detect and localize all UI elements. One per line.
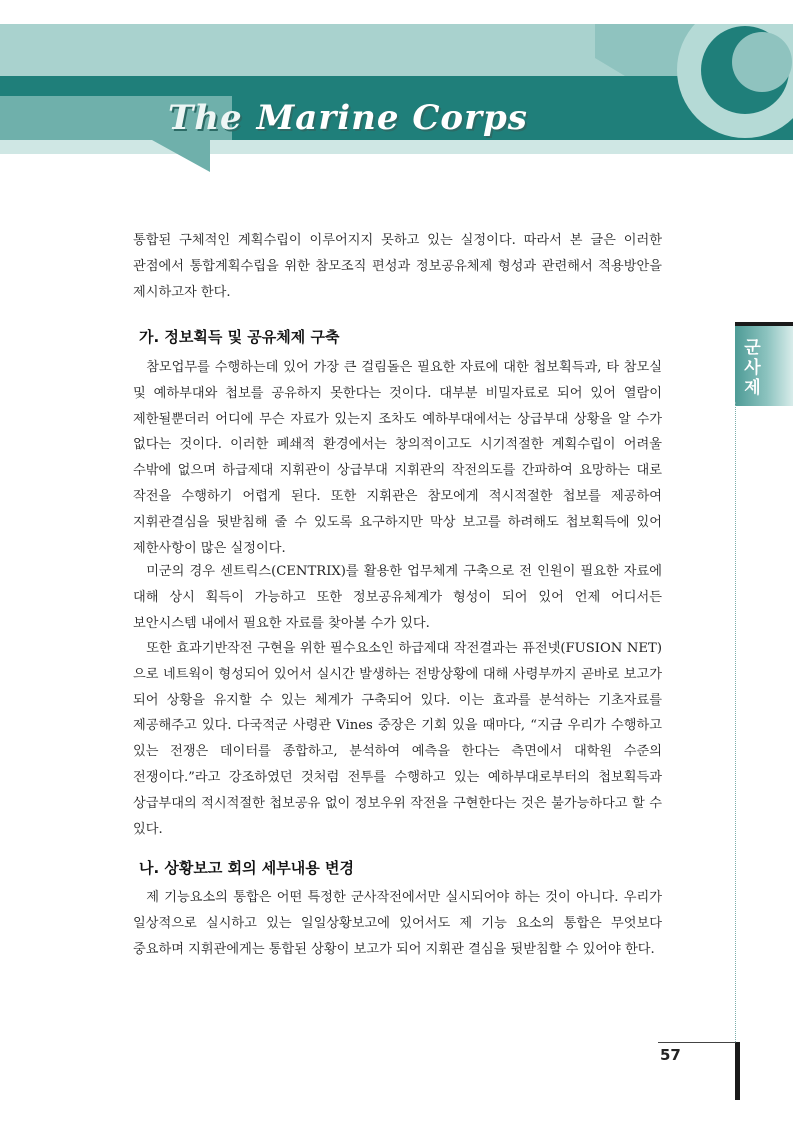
- header-title-the: The: [168, 98, 243, 138]
- paragraph-fusion-net: 또한 효과기반작전 구현을 위한 필수요소인 하급제대 작전결과는 퓨전넷(FUSION NET)으로 네트웍이 형성되어 있어서 실시간 발생하는 전방상황에 대해 사령부까지 곧바로 보고가 되어 상황을 유지할 수 있는 체계가 구축되어 있다. 이는 효과를 분석하는 기초자료를 제공해주고 있다. 다국적군 사령관 Vines 중장은 기회 있을 때마다, “지금 우리가 수행하고 있는 전쟁은 데이터를 종합하고, 분석하여 예측을 한다는 측면에서 대학원 수준의 전쟁이다.”라고 강조하였던 것처럼 전투를 수행하고 있는 예하부대로부터의 첩보획득과 상급부대의 적시적절한 첩보공유 없이 정보우위 작전을 구현한다는 것은 불가능하다고 할 수 있다.: [133, 641, 662, 837]
- side-dotted-rule: [735, 402, 736, 1042]
- paragraph-centrix: 미군의 경우 센트릭스(CENTRIX)를 활용한 업무체계 구축으로 전 인원이 필요한 자료에 대해 상시 획득이 가능하고 또한 정보공유체계가 형성이 되어 있어 언제 어디서든 보안시스템 내에서 필요한 자료를 찾아볼 수가 있다.: [133, 564, 662, 631]
- paragraph-integration: 제 기능요소의 통합은 어떤 특정한 군사작전에서만 실시되어야 하는 것이 아니다. 우리가 일상적으로 실시하고 있는 일일상황보고에 있어서도 제 기능 요소의 통합은 무엇보다 중요하며 지휘관에게는 통합된 상황이 보고가 되어 지휘관 결심을 뒷받침할 수 있어야 한다.: [133, 890, 662, 957]
- header-title-marine-corps: Marine Corps: [256, 98, 528, 138]
- side-section-label: 군사제언: [715, 338, 760, 398]
- section-heading-report-meeting: 나. 상황보고 회의 세부내용 변경: [139, 859, 354, 877]
- side-black-bar: [735, 1042, 740, 1100]
- section-heading-info-sharing: 가. 정보획득 및 공유체제 구축: [139, 328, 340, 346]
- header-title: [168, 98, 528, 138]
- header-bottom-stripe: [0, 140, 793, 154]
- header-banner: [0, 0, 793, 180]
- paragraph-info-obstacles: 참모업무를 수행하는데 있어 가장 큰 걸림돌은 필요한 자료에 대한 첩보획득과, 타 참모실 및 예하부대와 첩보를 공유하지 못한다는 것이다. 대부분 비밀자료로 되어 있어 열람이 제한될뿐더러 어디에 무슨 자료가 있는지 조차도 예하부대에서는 상급부대 상황을 알 수가 없다는 것이다. 이러한 폐쇄적 환경에서는 창의적이고도 시기적절한 계획수립이 어려울 수밖에 없으며 하급제대 지휘관이 상급부대 지휘관의 작전의도를 간파하여 요망하는 대로 작전을 수행하기 어렵게 된다. 또한 지휘관은 참모에게 적시적절한 첩보를 제공하여 지휘관결심을 뒷받침해 줄 수 있도록 요구하지만 막상 보고를 하려해도 첩보획득에 있어 제한사항이 많은 실정이다.: [133, 360, 662, 556]
- page-number-rule: [658, 1042, 736, 1043]
- header-arrow-light: [0, 24, 625, 76]
- paragraph-intro: 통합된 구체적인 계획수립이 이루어지지 못하고 있는 실정이다. 따라서 본 글은 이러한 관점에서 통합계획수립을 위한 참모조직 편성과 정보공유체제 형성과 관련해서 적용방안을 제시하고자 한다.: [133, 233, 662, 300]
- page-number: 57: [660, 1046, 681, 1064]
- side-section-tab: [715, 322, 793, 406]
